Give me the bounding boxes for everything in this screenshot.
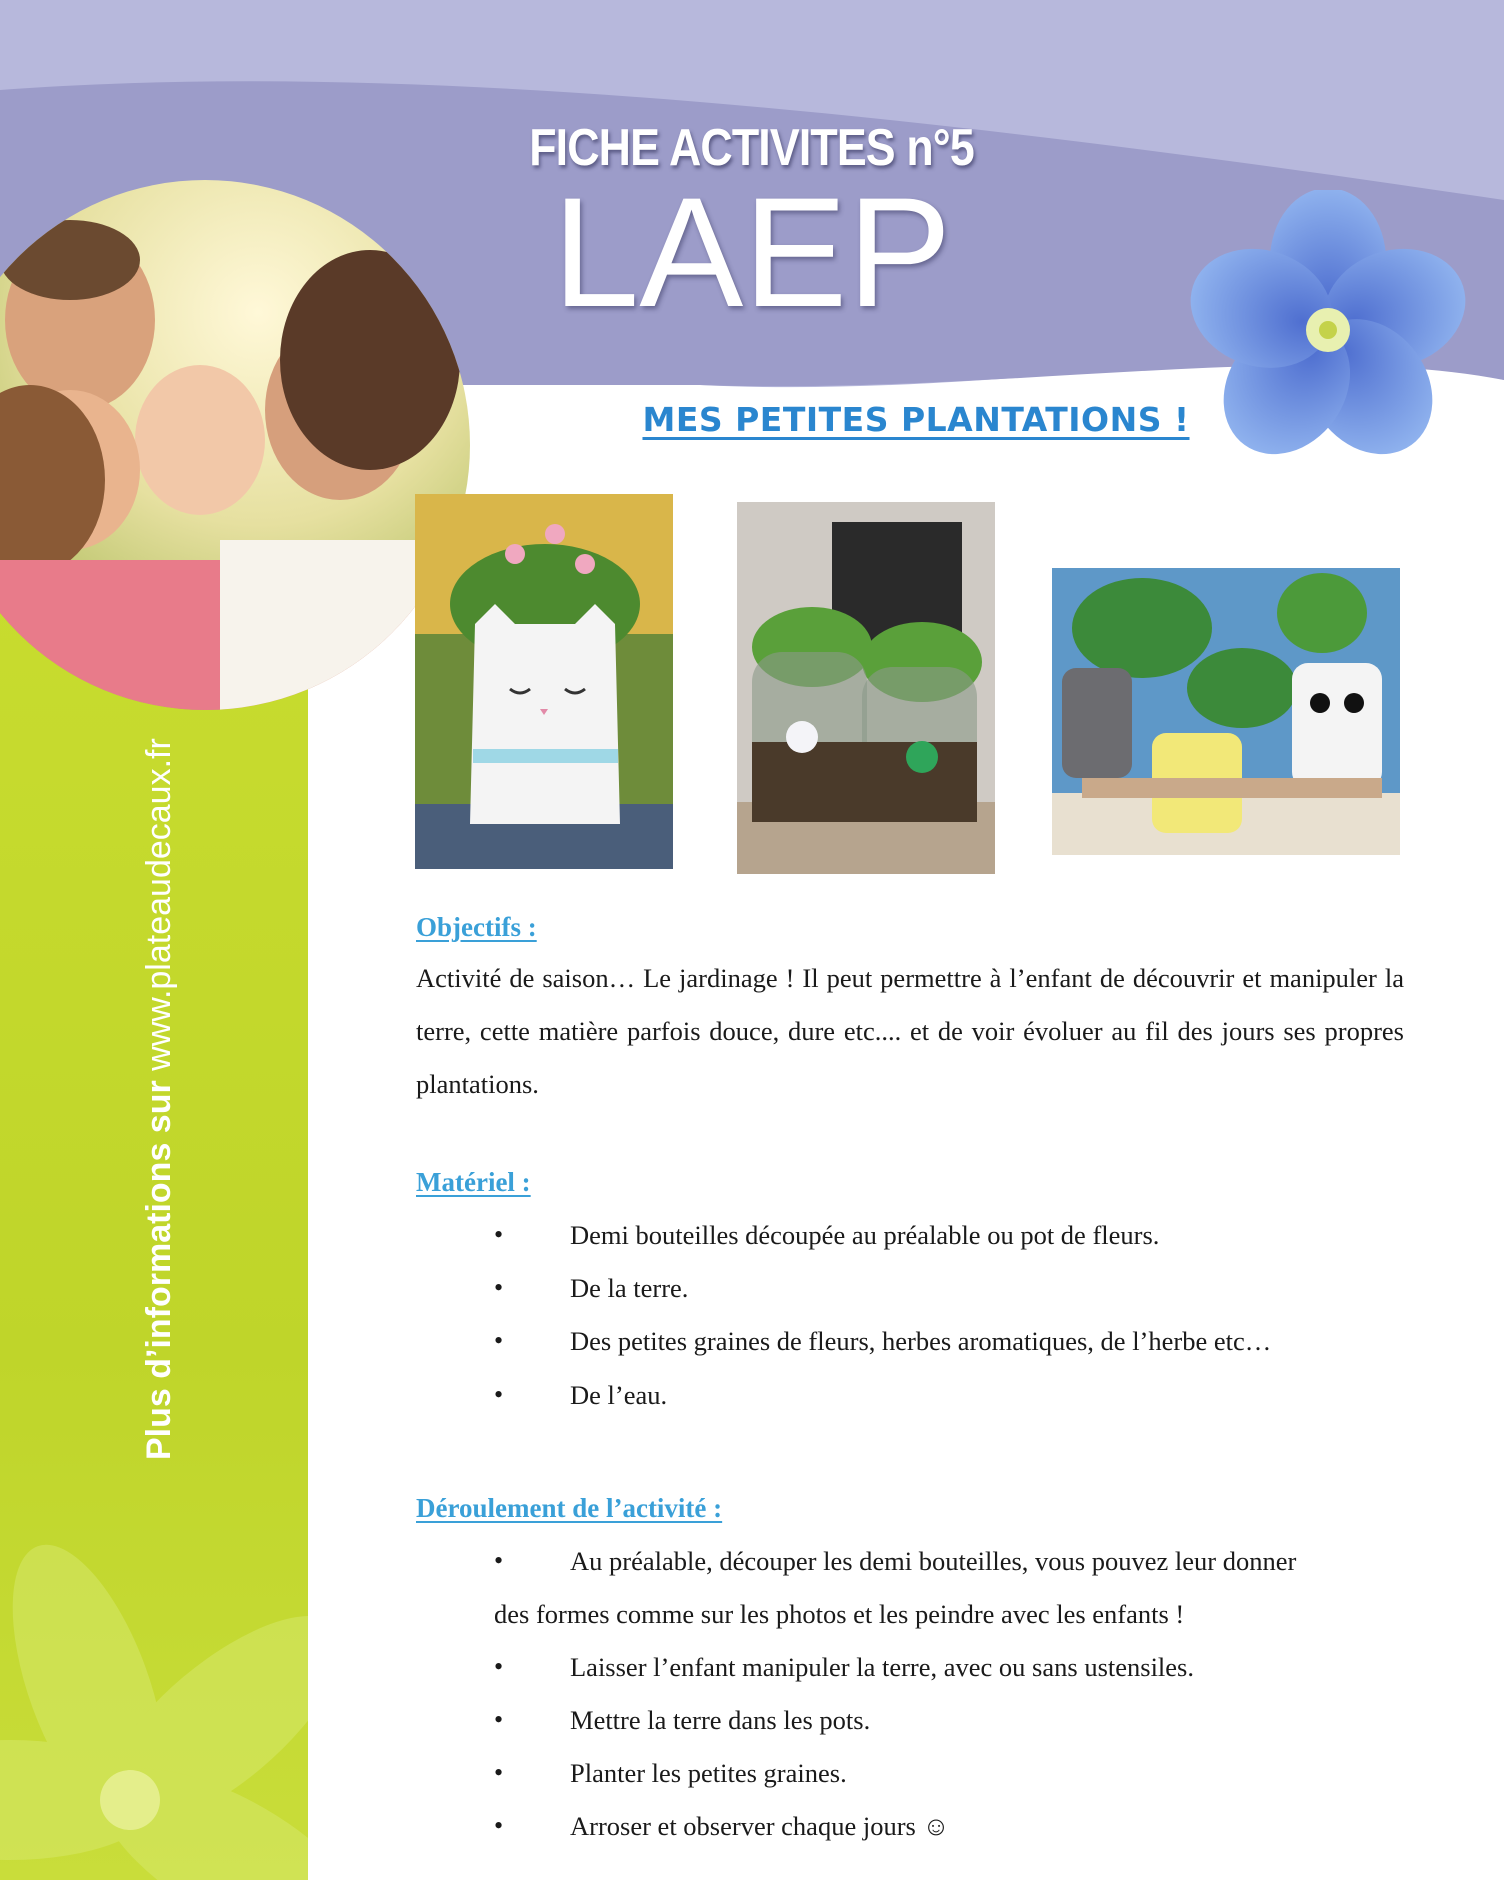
objectifs-text: Activité de saison… Le jardinage ! Il peut permettre à l’enfant de découvrir et manipuler la terre, cette matière parfois douce, dure etc.... et de voir évoluer au fil des jours ses propres plantations. [416,963,1404,1099]
side-text-url: www.plateaudecaux.fr [140,738,178,1071]
bullet-dot: • [494,1811,504,1840]
deroulement-item: Mettre la terre dans les pots. [570,1705,871,1735]
side-flower-decoration [0,1480,308,1880]
animal-pots-photo [1052,568,1400,855]
deroulement-item-first: Au préalable, découper les demi bouteilles, vous pouvez leur donner [570,1546,1297,1576]
deroulement-item: Planter les petites graines. [570,1758,847,1788]
bullet-dot: • [494,1273,504,1302]
deroulement-item: Arroser et observer chaque jours ☺ [570,1811,950,1841]
deroulement-title: Déroulement de l’activité : [416,1493,723,1523]
fiche-title: FICHE ACTIVITES n°5 [529,119,975,177]
activity-subtitle: MES PETITES PLANTATIONS ! [642,400,1190,439]
materiel-item: De l’eau. [570,1380,668,1410]
materiel-item: De la terre. [570,1273,689,1303]
bullet-dot: • [494,1758,504,1787]
bullet-dot: • [494,1705,504,1734]
objectifs-title: Objectifs : [416,912,537,942]
materiel-item: Demi bouteilles découpée au préalable ou pot de fleurs. [570,1220,1160,1250]
bullet-dot: • [494,1326,504,1355]
deroulement-item: Laisser l’enfant manipuler la terre, avec ou sans ustensiles. [570,1652,1194,1682]
deroulement-item-first-continued: des formes comme sur les photos et les peindre avec les enfants ! [494,1599,1185,1629]
materiel-item: Des petites graines de fleurs, herbes aromatiques, de l’herbe etc… [570,1326,1272,1356]
bullet-dot: • [494,1380,504,1409]
bullet-dot: • [494,1652,504,1681]
bullet-dot: • [494,1546,504,1575]
side-text-prefix: Plus d’informations sur [140,1080,178,1460]
materiel-title: Matériel : [416,1167,531,1197]
laep-title: LAEP [552,166,952,340]
side-website-text [140,740,200,1460]
cat-pot-photo [415,494,673,869]
grass-bottles-photo [737,502,995,874]
bullet-dot: • [494,1220,504,1249]
